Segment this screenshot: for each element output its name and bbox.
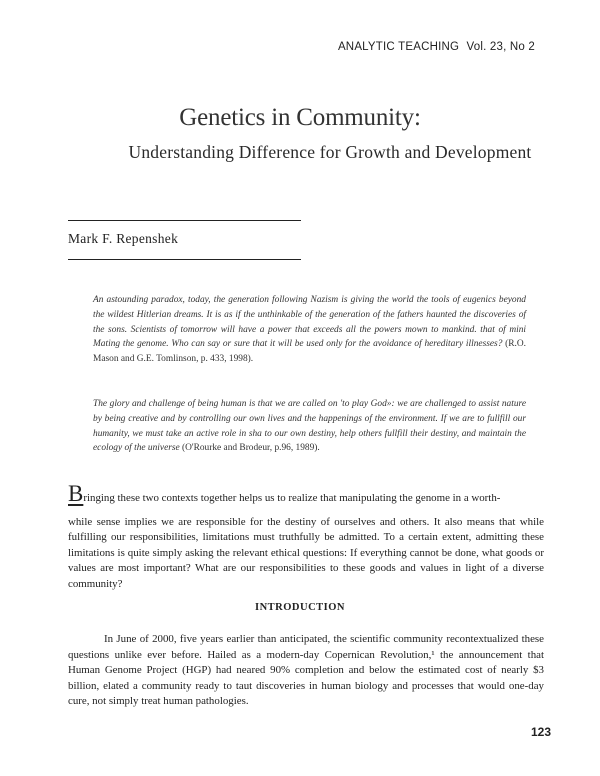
section-heading: INTRODUCTION [254,602,345,613]
journal-header [338,41,535,53]
article-subtitle: Understanding Difference for Growth and Development [128,142,532,162]
author-rule-bottom [68,259,301,260]
body-paragraph: In June of 2000, five years earlier than anticipated, the scientific community recontextualized these questions unlike ever before. Hailed as a modern-day Copernican Revolution,¹ the announcement that Human Genome Project (HGP) had neared 90% completion and below the estimated cost of nearly $3 billion, elated a community ready to taut discoveries in human biology and processes that would one-day cure, not simply treat human pathologies. [68,633,544,708]
intro-paragraph-text: while sense implies we are responsible for the destiny of ourselves and others. It also means that while fulfilling our responsibilities, limitations must truthfully be admitted. To a certain extent, admitting these limitations is quite simply asking the relevant ethical questions: If everything cannot be done, what goods or values are most important? What are our responsibilities to these goods and values in light of a diverse community? [68,515,544,590]
epigraph-quote: An astounding paradox, today, the generation following Nazism is giving the world the tools of eugenics beyond the wildest Hitlerian dreams. It is as if the unthinkable of the generation of the fathers haunted the discoveries of the sons. Scientists of tomorrow will have a power that exceeds all the powers mown to mankind. that of mini Mating the genome. Who can say or sure that it will be used only for the avoidance of hereditary illnesses? [93,295,526,350]
journal-volume: Vol. 23, No 2 [466,41,535,53]
epigraph [93,397,526,456]
author-name: Mark F. Repenshek [68,231,179,246]
intro-first-line-text: ringing these two contexts together helps us to realize that manipulating the genome in a worth- [83,492,501,504]
drop-cap: B [68,481,84,506]
epigraph-citation: (R.O. Mason and G.E. Tomlinson, p. 433, 1998). [93,339,527,365]
epigraph-quote: The glory and challenge of being human is that we are called on 'to play God»: we are challenged to assist nature by being creative and by controlling our own lives and the happenings of the environment. If we are to fullfill our humanity, we must take an active role in sha to our own destiny, help others fullfill their destiny, and maintain the ecology of the universe [93,399,526,454]
epigraph-citation: (O'Rourke and Brodeur, p.96, 1989). [182,443,320,454]
page-number: 123 [530,725,551,739]
intro-first-line [68,481,544,507]
epigraph [93,293,526,367]
intro-paragraph [68,481,544,593]
article-title: Genetics in Community: [179,104,421,131]
journal-name: ANALYTIC TEACHING [337,41,460,53]
author-rule-top [68,220,301,221]
